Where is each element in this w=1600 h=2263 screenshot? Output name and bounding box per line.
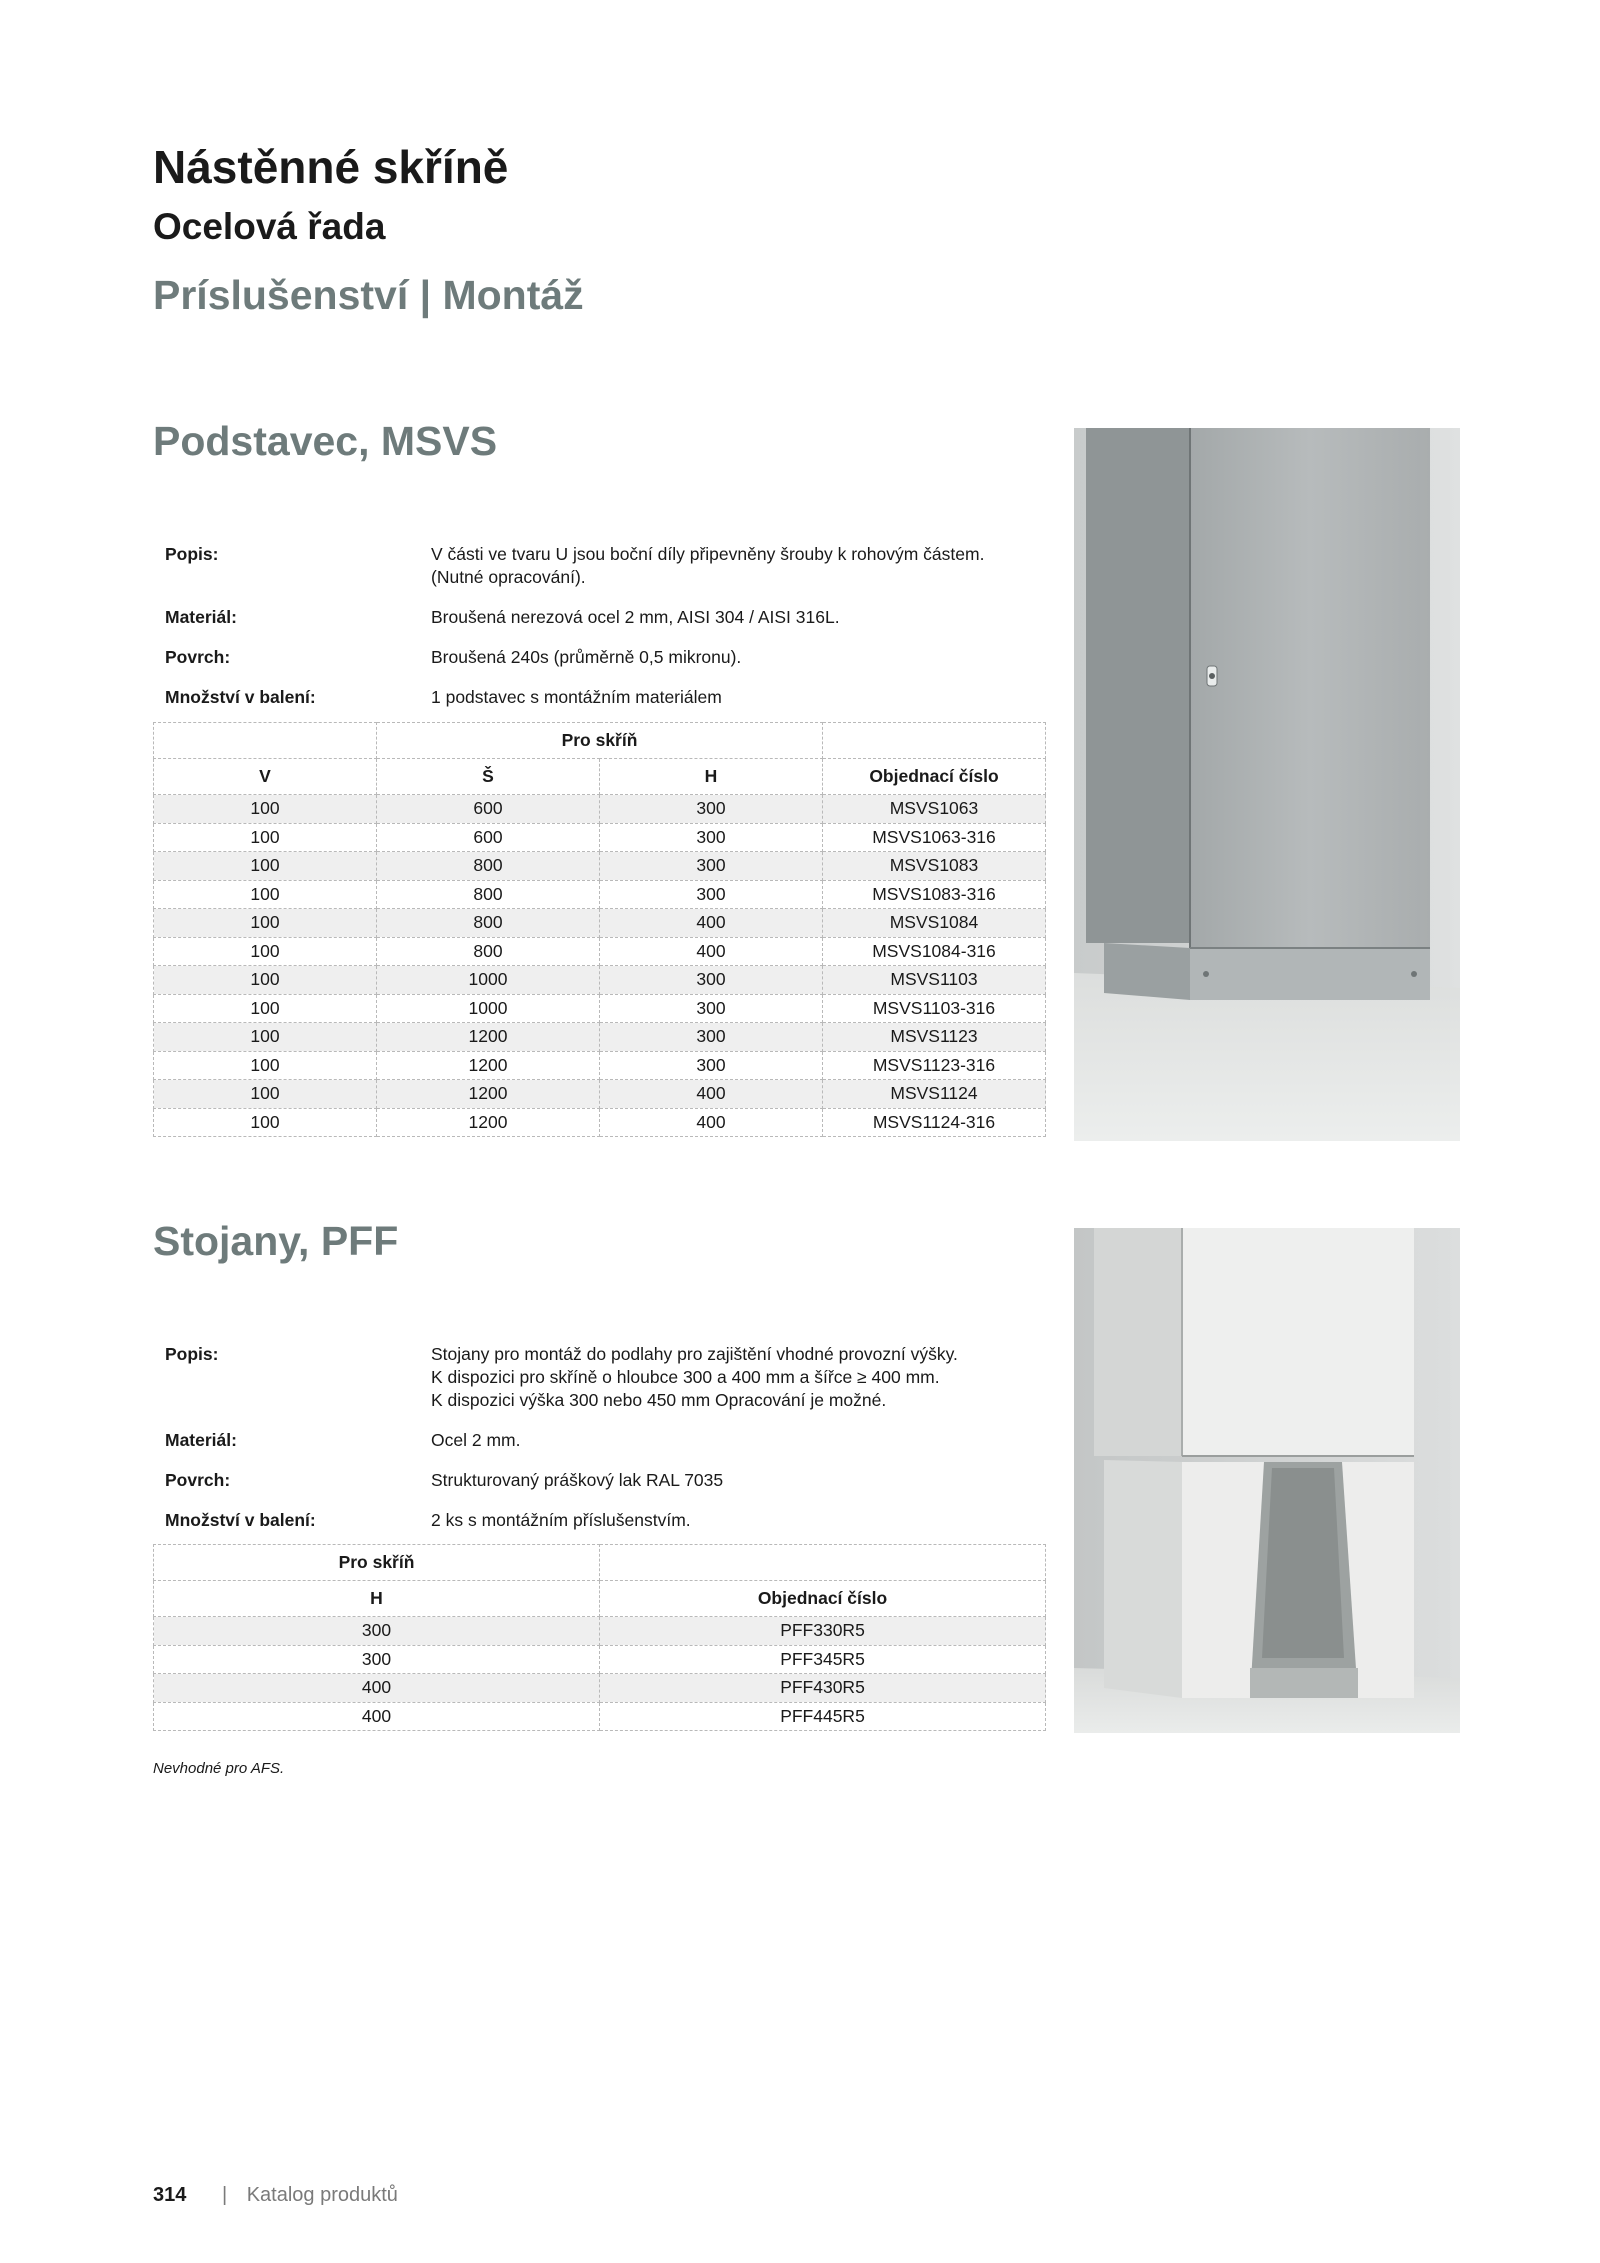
pff-product-photo <box>1074 1228 1460 1733</box>
property-value <box>431 646 1045 669</box>
table-row <box>154 1080 1046 1109</box>
property-row <box>165 606 1045 629</box>
table-cell: 300 <box>600 852 823 881</box>
table-row <box>154 1702 1046 1731</box>
property-label: Povrch: <box>165 1470 231 1490</box>
property-label: Materiál: <box>165 607 237 627</box>
table-group-spacer <box>154 723 377 759</box>
page-title: Nástěnné skříně <box>153 141 509 193</box>
msvs-table <box>153 722 1046 1137</box>
catalog-name: Katalog produktů <box>246 2184 398 2206</box>
table-cell: MSVS1123-316 <box>823 1051 1046 1080</box>
table-cell: 300 <box>154 1645 600 1674</box>
table-cell: 300 <box>600 880 823 909</box>
table-cell: 100 <box>154 1023 377 1052</box>
table-row <box>154 1023 1046 1052</box>
footnote: Nevhodné pro AFS. <box>153 1760 285 1777</box>
table-row <box>154 994 1046 1023</box>
property-label: Popis: <box>165 544 219 564</box>
table-cell: 100 <box>154 909 377 938</box>
table-row <box>154 880 1046 909</box>
table-cell: PFF430R5 <box>600 1674 1046 1703</box>
property-label: Povrch: <box>165 647 231 667</box>
column-header: H <box>600 759 823 795</box>
table-cell: 100 <box>154 966 377 995</box>
table-row <box>154 1108 1046 1137</box>
table-cell: 100 <box>154 1080 377 1109</box>
property-value-line: Broušená 240s (průměrně 0,5 mikronu). <box>431 647 742 667</box>
property-value-line: Strukturovaný práškový lak RAL 7035 <box>431 1470 724 1490</box>
table-cell: 400 <box>154 1702 600 1731</box>
table-cell: 400 <box>154 1674 600 1703</box>
msvs-title: Podstavec, MSVS <box>153 418 498 464</box>
pff-title: Stojany, PFF <box>153 1218 399 1264</box>
table-cell: MSVS1084 <box>823 909 1046 938</box>
column-header: Š <box>377 759 600 795</box>
table-cell: 300 <box>600 1023 823 1052</box>
property-label: Množství v balení: <box>165 1510 316 1530</box>
property-row <box>165 1343 1045 1412</box>
table-cell: 300 <box>154 1617 600 1646</box>
table-cell: 300 <box>600 994 823 1023</box>
table-cell: MSVS1124-316 <box>823 1108 1046 1137</box>
table-cell: 100 <box>154 852 377 881</box>
table-cell: 1200 <box>377 1108 600 1137</box>
property-value <box>431 1343 1045 1412</box>
property-value <box>431 686 1045 709</box>
table-group-spacer <box>823 723 1046 759</box>
property-label: Materiál: <box>165 1430 237 1450</box>
table-cell: 800 <box>377 909 600 938</box>
property-value-line: Ocel 2 mm. <box>431 1430 521 1450</box>
table-cell: MSVS1103-316 <box>823 994 1046 1023</box>
column-header: Objednací číslo <box>823 759 1046 795</box>
table-cell: 800 <box>377 937 600 966</box>
table-cell: 1200 <box>377 1080 600 1109</box>
property-value-line: K dispozici pro skříně o hloubce 300 a 400 mm a šířce ≥ 400 mm. <box>431 1367 940 1387</box>
table-cell: 600 <box>377 795 600 824</box>
table-cell: 800 <box>377 852 600 881</box>
table-cell: MSVS1083-316 <box>823 880 1046 909</box>
table-cell: 400 <box>600 909 823 938</box>
msvs-properties <box>165 543 1045 726</box>
table-cell: 100 <box>154 795 377 824</box>
table-cell: MSVS1063-316 <box>823 823 1046 852</box>
table-cell: MSVS1084-316 <box>823 937 1046 966</box>
table-cell: 1000 <box>377 994 600 1023</box>
table-cell: 100 <box>154 1108 377 1137</box>
table-cell: MSVS1063 <box>823 795 1046 824</box>
property-label: Množství v balení: <box>165 687 316 707</box>
property-row <box>165 1429 1045 1452</box>
table-cell: 400 <box>600 1080 823 1109</box>
property-row <box>165 646 1045 669</box>
footer-separator: | <box>221 2184 228 2206</box>
table-cell: 300 <box>600 966 823 995</box>
table-cell: PFF445R5 <box>600 1702 1046 1731</box>
table-cell: MSVS1124 <box>823 1080 1046 1109</box>
table-row <box>154 852 1046 881</box>
property-value-line: Stojany pro montáž do podlahy pro zajištění vhodné provozní výšky. <box>431 1344 958 1364</box>
table-cell: 800 <box>377 880 600 909</box>
table-cell: 1200 <box>377 1051 600 1080</box>
property-value <box>431 1509 1045 1532</box>
table-row <box>154 795 1046 824</box>
column-header: H <box>154 1581 600 1617</box>
property-value-line: K dispozici výška 300 nebo 450 mm Opracování je možné. <box>431 1390 887 1410</box>
pff-table <box>153 1544 1046 1731</box>
table-cell: 1000 <box>377 966 600 995</box>
table-cell: 100 <box>154 880 377 909</box>
pff-properties <box>165 1343 1045 1549</box>
table-cell: 400 <box>600 1108 823 1137</box>
table-cell: 400 <box>600 937 823 966</box>
property-value <box>431 606 1045 629</box>
property-value <box>431 1469 1045 1492</box>
property-row <box>165 1509 1045 1532</box>
column-header: Objednací číslo <box>600 1581 1046 1617</box>
table-row <box>154 823 1046 852</box>
property-row <box>165 686 1045 709</box>
table-row <box>154 1645 1046 1674</box>
table-cell: 300 <box>600 1051 823 1080</box>
column-header: V <box>154 759 377 795</box>
table-group-spacer <box>600 1545 1046 1581</box>
page-footer <box>153 2184 398 2207</box>
table-cell: 300 <box>600 795 823 824</box>
property-value <box>431 1429 1045 1452</box>
table-cell: 100 <box>154 937 377 966</box>
property-value-line: 2 ks s montážním příslušenstvím. <box>431 1510 691 1530</box>
table-cell: 600 <box>377 823 600 852</box>
table-cell: MSVS1103 <box>823 966 1046 995</box>
property-value-line: 1 podstavec s montážním materiálem <box>431 687 722 707</box>
property-row <box>165 543 1045 589</box>
table-cell: 100 <box>154 994 377 1023</box>
table-row <box>154 1617 1046 1646</box>
msvs-product-photo <box>1074 428 1460 1141</box>
table-cell: 1200 <box>377 1023 600 1052</box>
table-row <box>154 909 1046 938</box>
table-cell: 100 <box>154 1051 377 1080</box>
section-title: Príslušenství | Montáž <box>153 272 584 318</box>
property-value-line: Broušená nerezová ocel 2 mm, AISI 304 / AISI 316L. <box>431 607 840 627</box>
property-row <box>165 1469 1045 1492</box>
table-group-header: Pro skříň <box>154 1545 600 1581</box>
property-value-line: (Nutné opracování). <box>431 567 586 587</box>
table-cell: 300 <box>600 823 823 852</box>
table-row <box>154 966 1046 995</box>
table-row <box>154 937 1046 966</box>
table-cell: MSVS1083 <box>823 852 1046 881</box>
table-cell: PFF330R5 <box>600 1617 1046 1646</box>
property-value-line: V části ve tvaru U jsou boční díly připevněny šrouby k rohovým částem. <box>431 544 985 564</box>
page-number: 314 <box>153 2184 187 2206</box>
table-cell: PFF345R5 <box>600 1645 1046 1674</box>
page-subtitle: Ocelová řada <box>153 206 386 247</box>
table-cell: 100 <box>154 823 377 852</box>
table-group-header: Pro skříň <box>377 723 823 759</box>
property-label: Popis: <box>165 1344 219 1364</box>
table-row <box>154 1674 1046 1703</box>
property-value <box>431 543 1045 589</box>
table-row <box>154 1051 1046 1080</box>
table-cell: MSVS1123 <box>823 1023 1046 1052</box>
